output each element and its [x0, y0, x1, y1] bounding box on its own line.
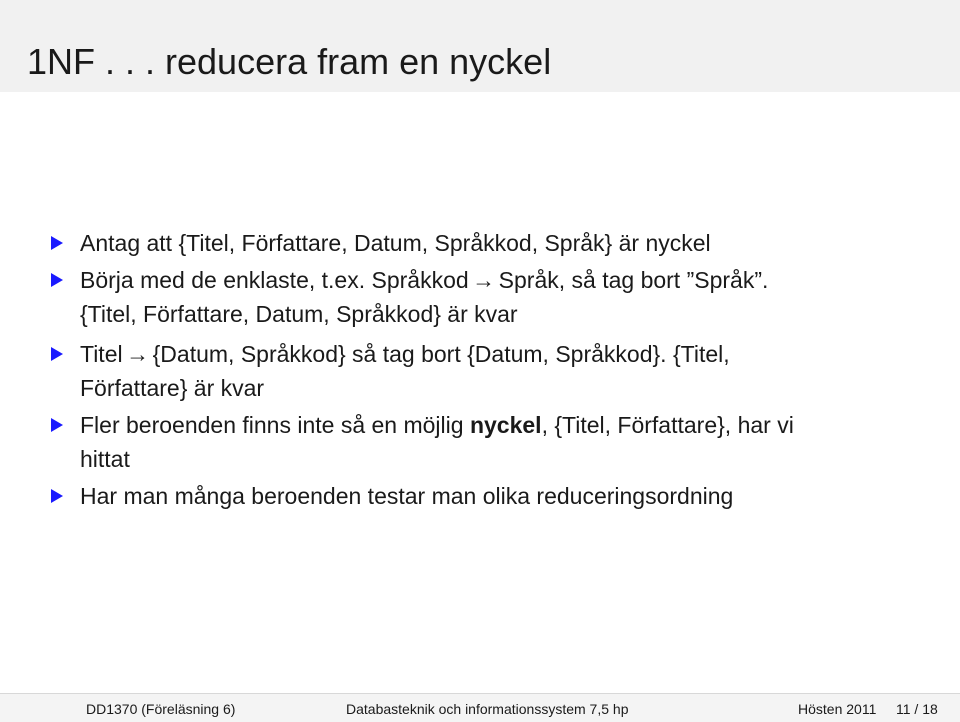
maps-to-arrow-icon: →	[472, 267, 496, 293]
footer-page-number: 11 / 18	[896, 701, 938, 717]
bullet-line	[80, 410, 794, 440]
slide-footer	[0, 693, 960, 722]
maps-to-arrow-icon: →	[126, 341, 150, 367]
footer-term: Hösten 2011	[798, 701, 877, 717]
bullet-marker-icon	[51, 273, 63, 287]
bullet-line: hittat	[80, 446, 130, 472]
bullet-line-text: Titel	[80, 341, 123, 367]
bullet-line: Antag att {Titel, Författare, Datum, Språkkod, Språk} är nyckel	[80, 230, 711, 256]
footer-subject: Databasteknik och informationssystem 7,5 hp	[346, 701, 629, 717]
bullet-marker-icon	[51, 418, 63, 432]
footer-course: DD1370 (Föreläsning 6)	[86, 701, 236, 717]
bullet-line	[80, 265, 768, 295]
bullet-line: Författare} är kvar	[80, 375, 265, 401]
bullet-marker-icon	[51, 347, 63, 361]
bullet-marker-icon	[51, 489, 63, 503]
bullet-line-text: Börja med de enklaste, t.ex. Språkkod	[80, 267, 469, 293]
slide-title: 1NF . . . reducera fram en nyckel	[27, 41, 552, 82]
bullet-line-text: Fler beroenden finns inte så en möjlig	[80, 412, 470, 438]
footer-divider	[0, 693, 960, 694]
bullet-marker-icon	[51, 236, 63, 250]
bullet-line	[80, 339, 730, 369]
bullet-line: {Titel, Författare, Datum, Språkkod} är kvar	[80, 301, 518, 327]
bullet-line-text: Språk, så tag bort ”Språk”.	[498, 267, 769, 293]
bullet-line-text: {Datum, Språkkod} så tag bort {Datum, Språkkod}. {Titel,	[152, 341, 730, 367]
bullet-line-text: , {Titel, Författare}, har vi	[541, 412, 794, 438]
bold-keyword: nyckel	[469, 412, 542, 438]
bullet-line: Har man många beroenden testar man olika reduceringsordning	[80, 483, 734, 509]
